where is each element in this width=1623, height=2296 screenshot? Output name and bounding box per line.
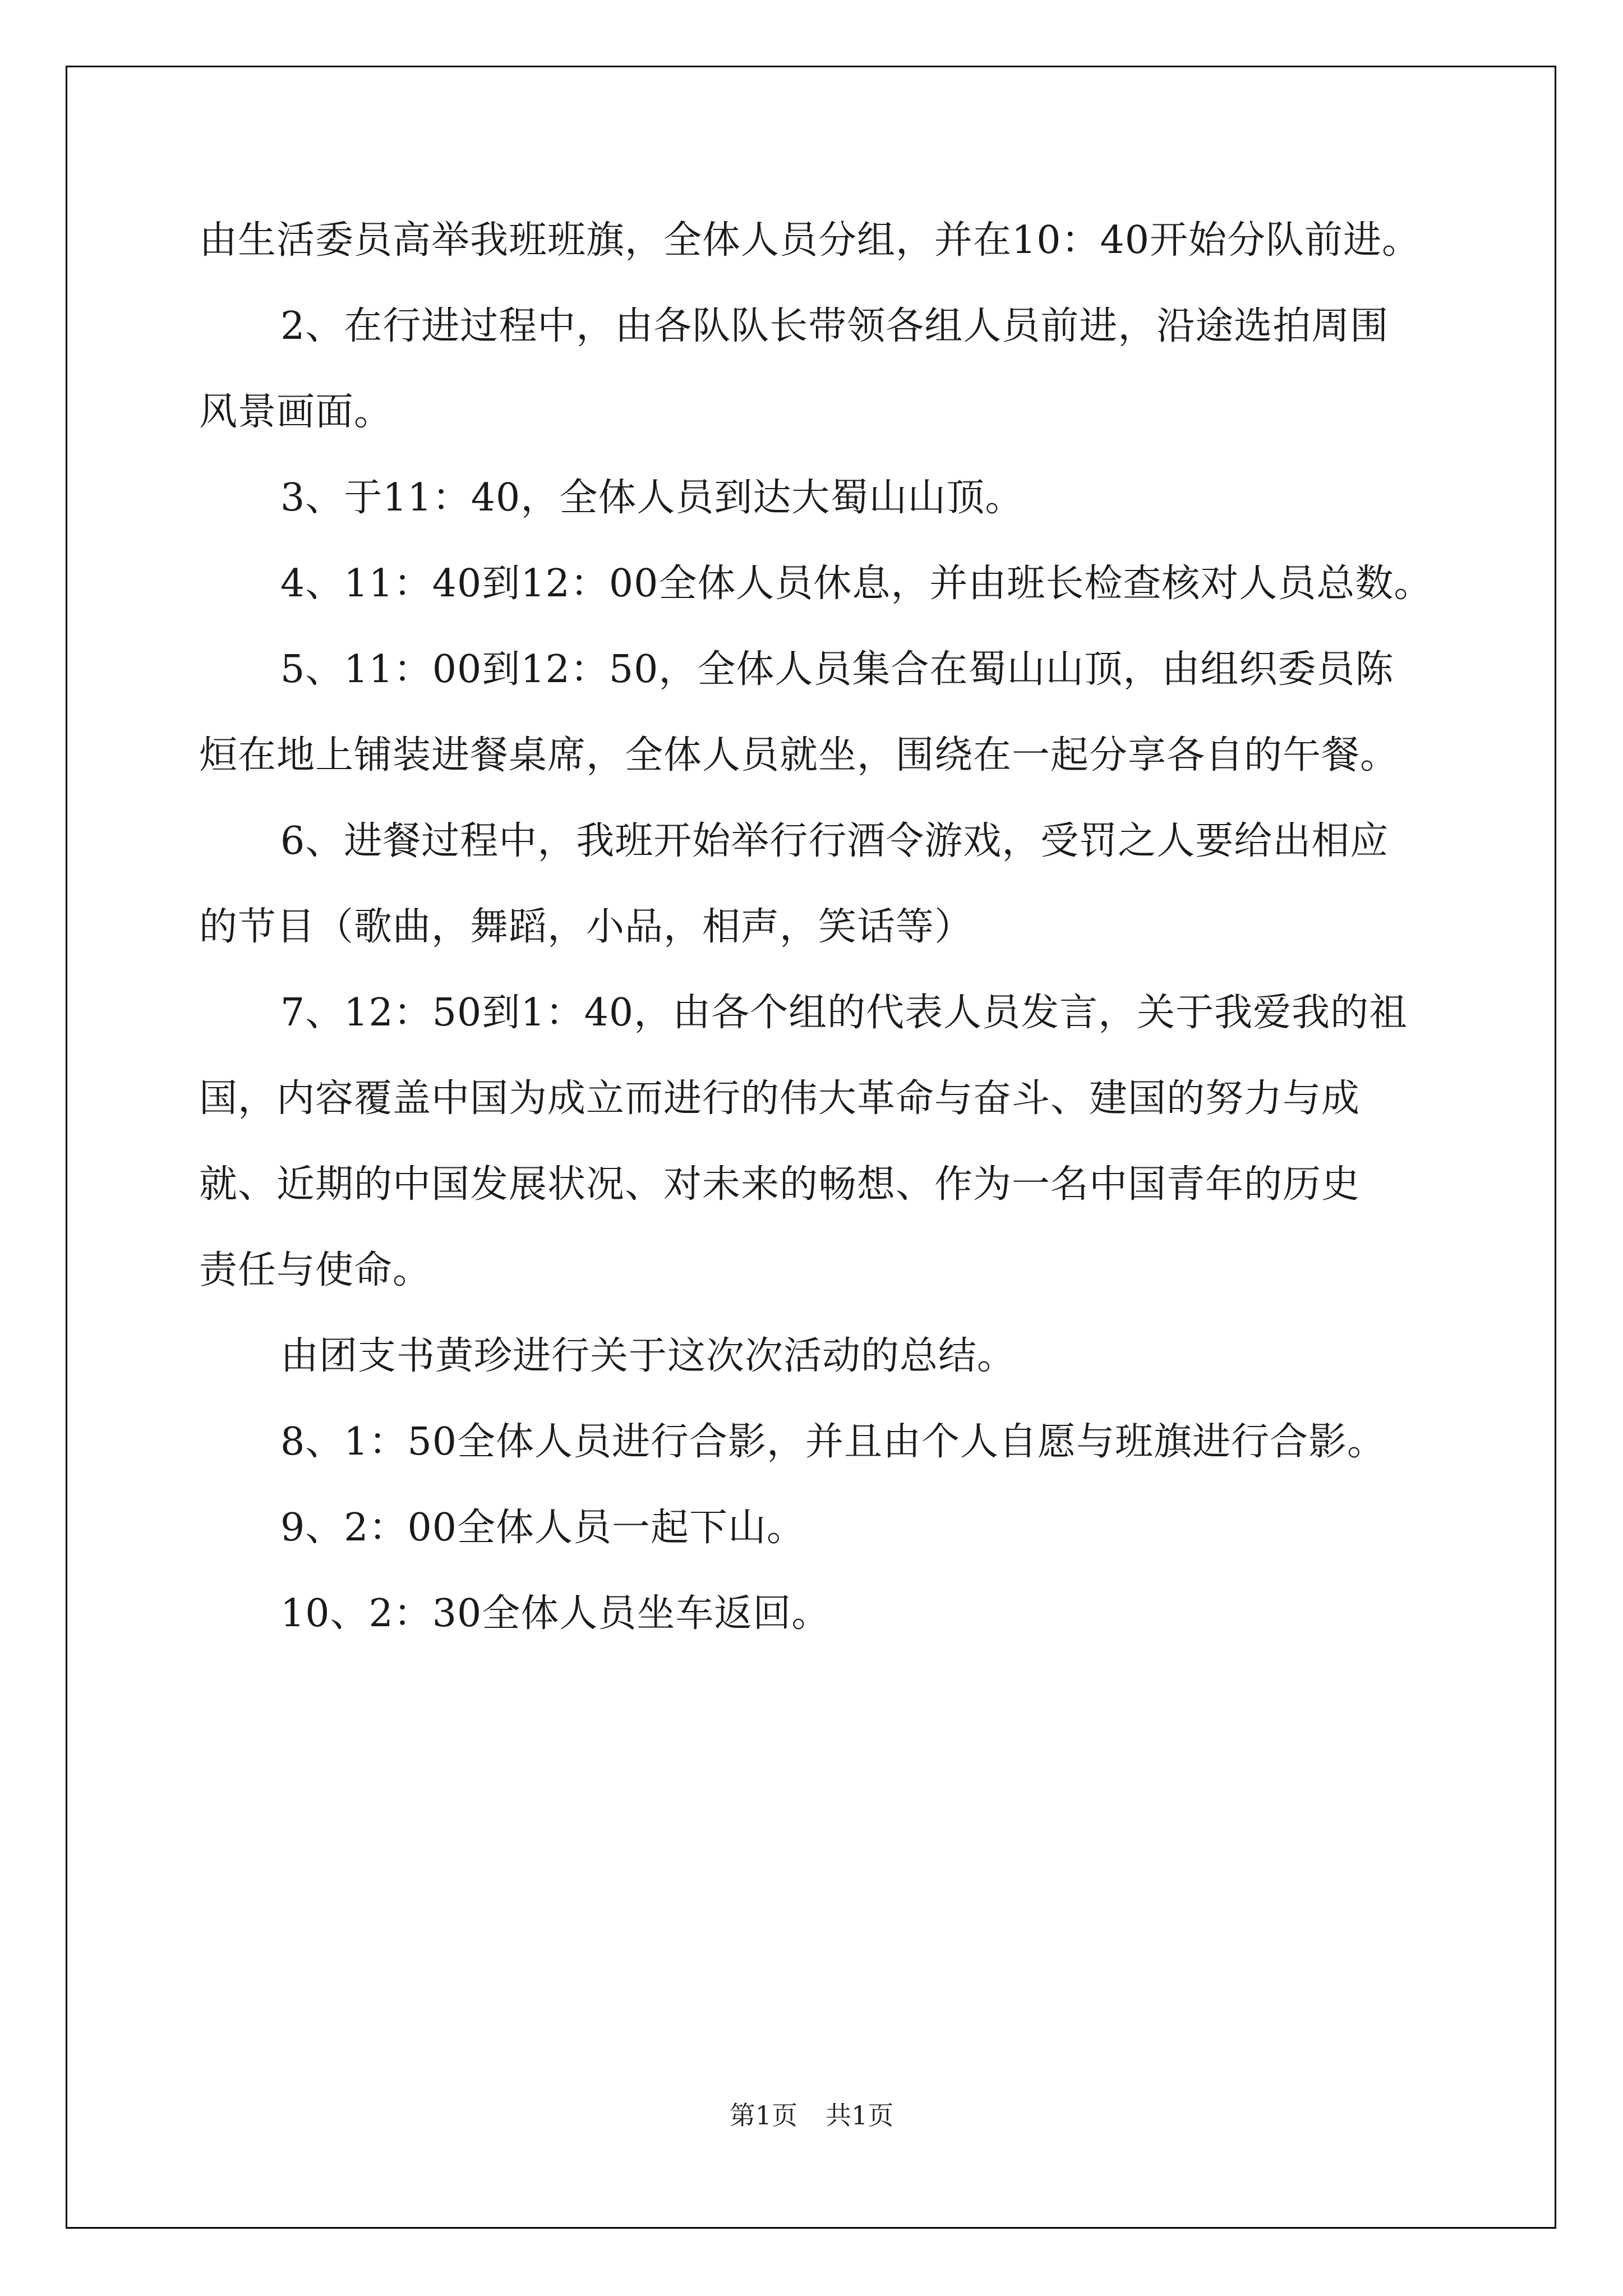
text-line: 6、进餐过程中，我班开始举行行酒令游戏，受罚之人要给出相应: [280, 819, 1389, 863]
text-line: 的节目（歌曲，舞蹈，小品，相声，笑话等）: [199, 905, 974, 949]
text-line: 国，内容覆盖中国为成立而进行的伟大革命与奋斗、建国的努力与成: [199, 1076, 1361, 1121]
text-line: 风景画面。: [199, 390, 393, 434]
text-line: 9、2：00全体人员一起下山。: [280, 1506, 806, 1550]
text-line: 4、11：40到12：00全体人员休息，并由班长检查核对人员总数。: [280, 562, 1433, 606]
text-line: 7、12：50到1：40，由各个组的代表人员发言，关于我爱我的祖: [280, 991, 1408, 1035]
text-line: 8、1：50全体人员进行合影，并且由个人自愿与班旗进行合影。: [280, 1420, 1386, 1464]
text-line: 烜在地上铺装进餐桌席，全体人员就坐，围绕在一起分享各自的午餐。: [199, 733, 1399, 777]
text-line: 2、在行进过程中，由各队队长带领各组人员前进，沿途选拍周围: [280, 304, 1389, 348]
text-line: 由团支书黄珍进行关于这次次活动的总结。: [280, 1334, 1016, 1378]
text-line: 责任与使命。: [199, 1248, 432, 1292]
text-line: 由生活委员高举我班班旗，全体人员分组，并在10：40开始分队前进。: [199, 218, 1421, 263]
page-footer: [0, 2095, 1623, 2132]
text-line: 就、近期的中国发展状况、对未来的畅想、作为一名中国青年的历史: [199, 1162, 1361, 1207]
page-total: 共1页: [826, 2100, 894, 2131]
text-line: 5、11：00到12：50，全体人员集合在蜀山山顶，由组织委员陈: [280, 647, 1394, 692]
document-body: [199, 197, 1453, 1657]
page-number: 第1页: [729, 2100, 797, 2131]
text-line: 10、2：30全体人员坐车返回。: [280, 1591, 831, 1636]
text-line: 3、于11：40，全体人员到达大蜀山山顶。: [280, 476, 1024, 520]
